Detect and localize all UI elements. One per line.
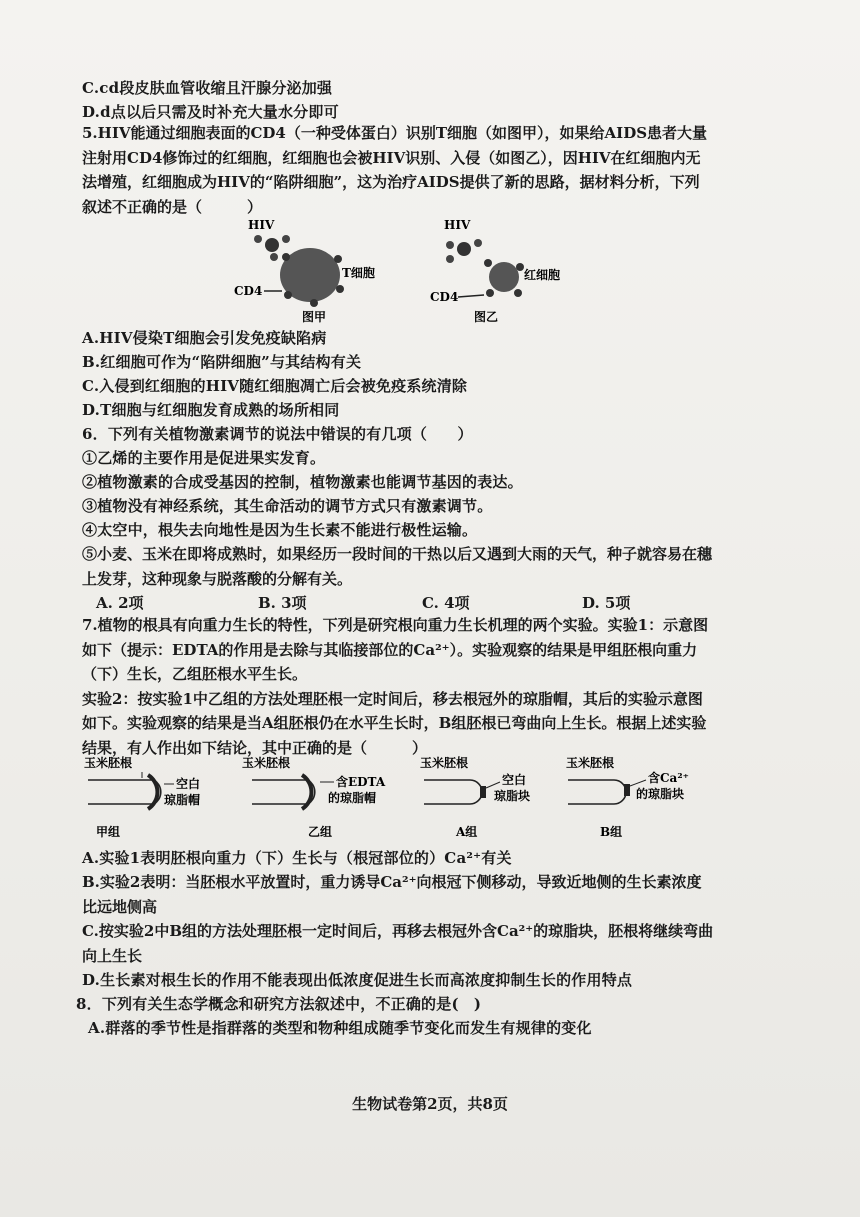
q5-option-a: A.HIV侵染T细胞会引发免疫缺陷病 [82, 329, 327, 347]
q7-option-d: D.生长素对根生长的作用不能表现出低浓度促进生长而高浓度抑制生长的作用特点 [82, 971, 633, 989]
q6-option-b: B. 3项 [258, 594, 307, 612]
q5-option-b: B.红细胞可作为“陷阱细胞”与其结构有关 [82, 353, 362, 371]
cd4-label-right: CD4 [430, 290, 459, 304]
caption-right: 图乙 [474, 310, 499, 324]
q7-option-c: C.按实验2中B组的方法处理胚根一定时间后，再移去根冠外含Ca²⁺的琼脂块，胚根将继续弯曲向上生长 [82, 922, 714, 965]
root-experiment-figure [84, 752, 704, 842]
question-5-stem: 5.HIV能通过细胞表面的CD4（一种受体蛋白）识别T细胞（如图甲），如果给AIDS患者大量注射用CD4修饰过的红细胞，红细胞也会被HIV识别、入侵（如图乙），因HIV在红细胞内无法增殖，红细胞成为HIV的“陷阱细胞”，这为治疗AIDS提供了新的思路，据材料分析，下列叙述不正确的是（ ） [82, 124, 708, 216]
root-label-2: 玉米胚根 [242, 756, 291, 770]
question-5 [82, 121, 714, 219]
red-cell-icon [489, 262, 519, 292]
page-footer: 生物试卷第2页，共8页 [352, 1095, 508, 1113]
previous-question-tail [82, 76, 722, 124]
red-cell-label: 红细胞 [524, 268, 561, 282]
root-label-1: 玉米胚根 [84, 756, 133, 770]
cap-label-4a: 含Ca²⁺ [648, 771, 689, 785]
group-label-jia: 甲组 [96, 825, 121, 839]
caption-left: 图甲 [302, 310, 327, 324]
cap-label-1a: 空白 [176, 777, 201, 791]
question-7-stem-1: 7.植物的根具有向重力生长的特性，下列是研究根向重力生长机理的两个实验。实验1：示意图如下（提示：EDTA的作用是去除与其临接部位的Ca²⁺）。实验观察的结果是甲组胚根向重力（下）生长，乙组胚根水平生长。 [82, 616, 709, 683]
q6-item-1: ①乙烯的主要作用是促进果实发育。 [82, 449, 326, 467]
q6-item-3: ③植物没有神经系统，其生命活动的调节方式只有激素调节。 [82, 497, 493, 515]
q7-option-b: B.实验2表明：当胚根水平放置时，重力诱导Ca²⁺向根冠下侧移动，导致近地侧的生长素浓度比远地侧高 [82, 873, 702, 916]
cap-label-1b: 琼脂帽 [164, 793, 201, 807]
question-8 [76, 992, 716, 1040]
hiv-figure [228, 215, 568, 325]
hiv-label-left: HIV [248, 218, 275, 232]
cap-label-2b: 的琼脂帽 [328, 791, 377, 805]
cap-label-2a: 含EDTA [336, 775, 386, 789]
cap-label-3b: 琼脂块 [494, 789, 531, 803]
root-label-4: 玉米胚根 [566, 756, 615, 770]
root-label-3: 玉米胚根 [420, 756, 469, 770]
cap-label-3a: 空白 [502, 773, 527, 787]
option-c-prev: C.cd段皮肤血管收缩且汗腺分泌加强 [82, 79, 333, 97]
question-7-stem-2: 实验2：按实验1中乙组的方法处理胚根一定时间后，移去根冠外的琼脂帽，其后的实验示意图如下。实验观察的结果是当A组胚根仍在水平生长时，B组胚根已弯曲向上生长。根据上述实验结果，有人作出如下结论，其中正确的是（ ） [82, 689, 707, 757]
t-cell-label: T细胞 [342, 266, 375, 280]
q6-option-d: D. 5项 [582, 594, 631, 612]
question-5-options [82, 326, 722, 422]
hiv-virus-right-icon [446, 239, 482, 263]
question-6 [82, 422, 714, 615]
question-7 [82, 613, 714, 760]
q6-item-4: ④太空中，根失去向地性是因为生长素不能进行极性运输。 [82, 521, 478, 539]
hiv-label-right: HIV [444, 218, 471, 232]
option-d-prev: D.d点以后只需及时补充大量水分即可 [82, 103, 339, 121]
question-8-stem: 8．下列有关生态学概念和研究方法叙述中，不正确的是( ) [76, 995, 482, 1013]
q8-option-a: A.群落的季节性是指群落的类型和物种组成随季节变化而发生有规律的变化 [88, 1019, 592, 1037]
q6-option-c: C. 4项 [422, 594, 470, 612]
group-label-b: B组 [600, 825, 623, 839]
cap-label-4b: 的琼脂块 [636, 787, 685, 801]
group-label-a: A组 [456, 825, 478, 839]
group-label-yi: 乙组 [308, 825, 333, 839]
q6-item-5: ⑤小麦、玉米在即将成熟时，如果经历一段时间的干热以后又遇到大雨的天气，种子就容易在穗上发芽，这种现象与脱落酸的分解有关。 [82, 545, 713, 588]
q6-option-a: A. 2项 [96, 594, 144, 612]
q6-options [82, 591, 714, 615]
cd4-label-left: CD4 [234, 284, 263, 298]
question-7-options [82, 846, 714, 992]
question-6-stem: 6．下列有关植物激素调节的说法中错误的有几项（ ） [82, 425, 473, 443]
q7-option-a: A.实验1表明胚根向重力（下）生长与（根冠部位的）Ca²⁺有关 [82, 849, 512, 867]
q6-item-2: ②植物激素的合成受基因的控制，植物激素也能调节基因的表达。 [82, 473, 523, 491]
q5-option-d: D.T细胞与红细胞发育成熟的场所相同 [82, 401, 340, 419]
q5-option-c: C.入侵到红细胞的HIV随红细胞凋亡后会被免疫系统清除 [82, 377, 468, 395]
